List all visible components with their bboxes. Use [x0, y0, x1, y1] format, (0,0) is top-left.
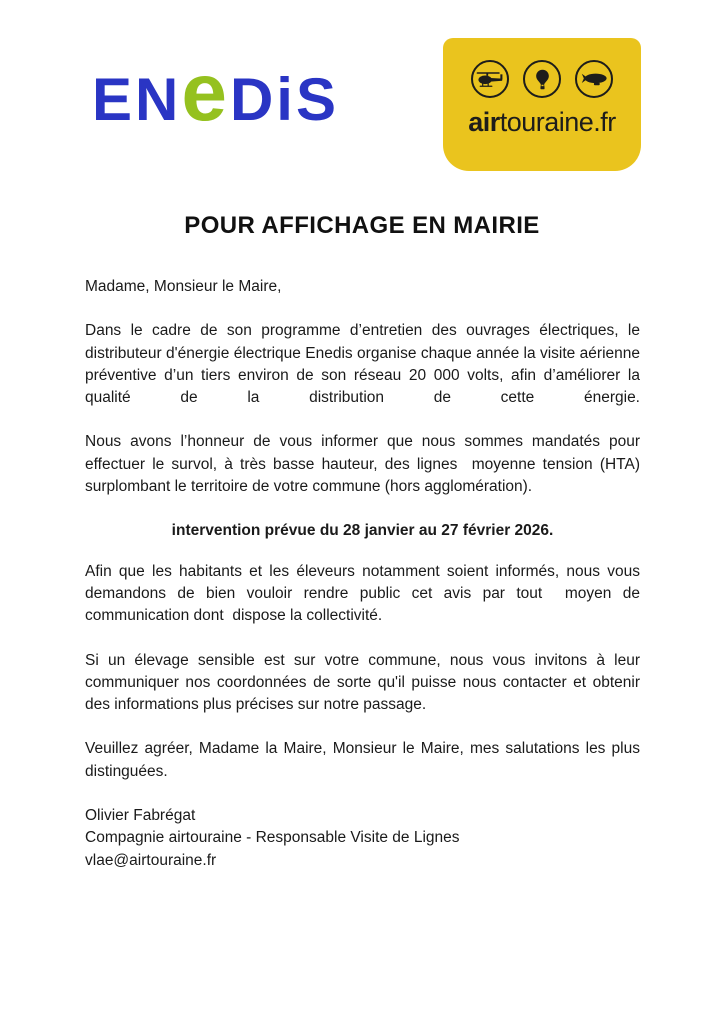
airtouraine-icon-row	[471, 60, 613, 98]
airtouraine-wordmark-rest: touraine.fr	[499, 107, 616, 137]
letter-body	[85, 276, 645, 872]
enedis-logo-text-e: e	[181, 47, 230, 138]
signature-block	[85, 805, 640, 872]
enedis-logo-text-en: EN	[92, 66, 182, 133]
paragraph-elevage: Si un élevage sensible est sur votre commune, nous vous invitons à leur communiquer nos coordonnées de sorte qu'il puisse nous contacter et obtenir des informations plus précises sur notre passage.	[85, 651, 645, 714]
signature-name: Olivier Fabrégat	[85, 807, 196, 825]
enedis-logo-text-dis: DiS	[229, 66, 339, 133]
airtouraine-logo	[443, 38, 641, 171]
hot-air-balloon-icon	[523, 60, 561, 98]
paragraph-survol: Nous avons l’honneur de vous informer que nous sommes mandatés pour effectuer le survol, à très basse hauteur, des lignes moyenne tension (HTA) surplombant le territoire de votre commune (hors agglomération).	[85, 433, 645, 496]
paragraph-closing: Veuillez agréer, Madame la Maire, Monsieur le Maire, mes salutations les plus distinguées.	[85, 740, 645, 780]
airship-icon	[575, 60, 613, 98]
page-title: POUR AFFICHAGE EN MAIRIE	[184, 212, 540, 239]
airtouraine-wordmark	[468, 109, 616, 136]
signature-email: vlae@airtouraine.fr	[85, 851, 217, 869]
paragraph-public-notice: Afin que les habitants et les éleveurs notamment soient informés, nous vous demandons de bien vouloir rendre public cet avis par tout moyen de communication dont dispose la collectivité.	[85, 562, 645, 625]
signature-role: Compagnie airtouraine - Responsable Visite de Lignes	[85, 829, 460, 847]
paragraph-program: Dans le cadre de son programme d’entretien des ouvrages électriques, le distributeur d'énergie électrique Enedis organise chaque année la visite aérienne préventive d’un tiers environ de son réseau 20 000 volts, afin d’améliorer la qualité de la distribution de cette énergie.	[85, 322, 645, 407]
helicopter-icon	[471, 60, 509, 98]
intervention-dates-line: intervention prévue du 28 janvier au 27 février 2026.	[171, 522, 554, 540]
airtouraine-wordmark-air: air	[468, 107, 500, 137]
salutation-line: Madame, Monsieur le Maire,	[85, 278, 282, 295]
enedis-logo	[92, 47, 339, 138]
